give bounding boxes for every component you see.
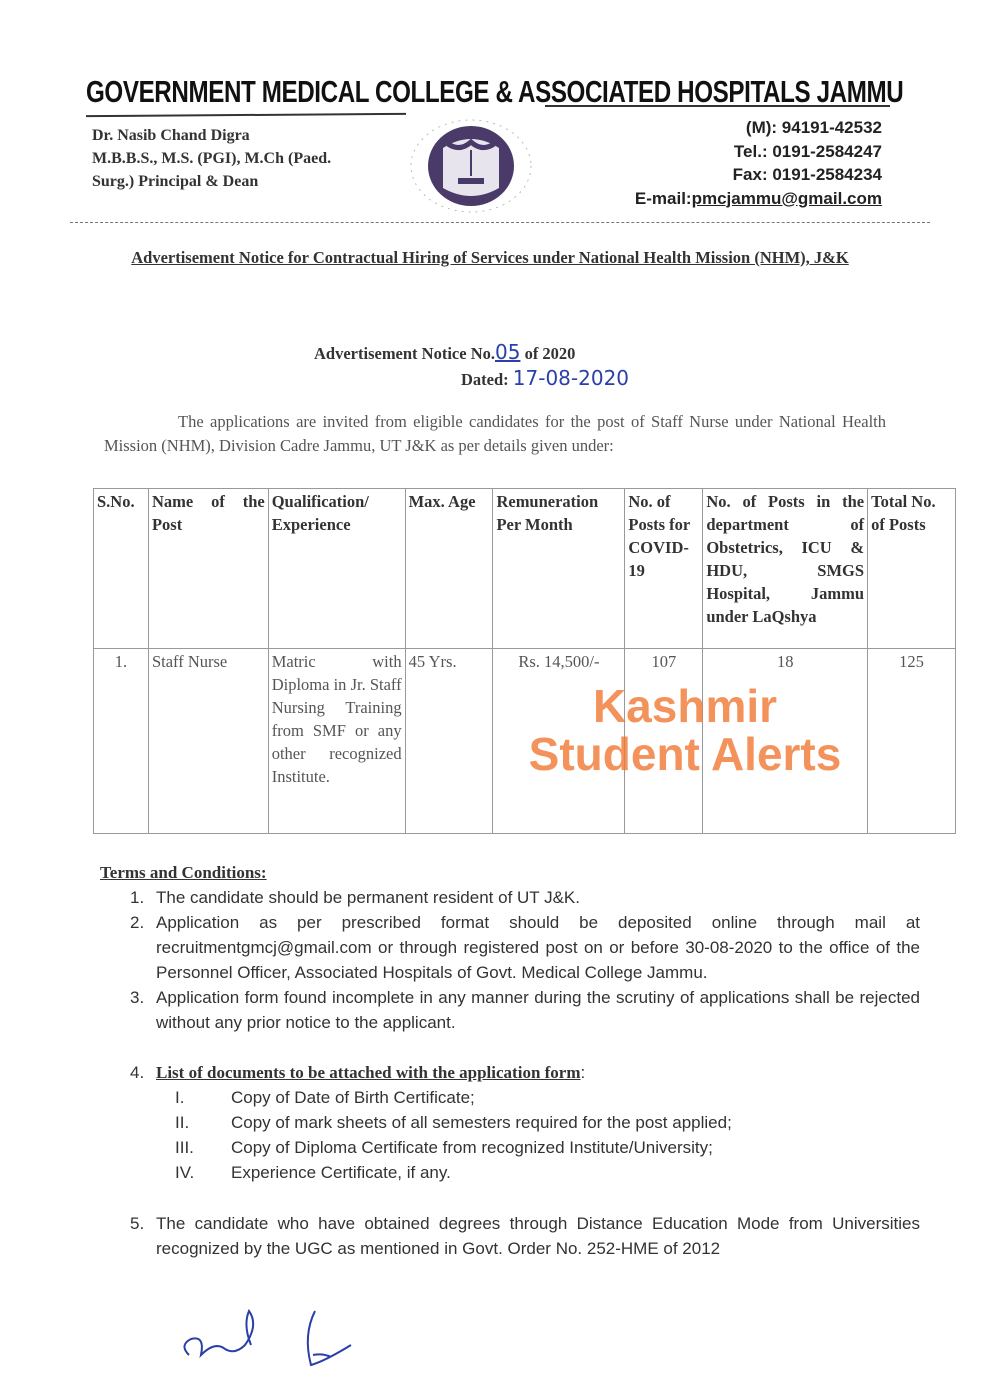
header-covid-posts: No. of Posts for COVID-19	[625, 489, 703, 649]
title-underline	[86, 113, 406, 117]
dated-label: Dated:	[461, 370, 509, 389]
notice-label: Advertisement Notice No.	[314, 344, 495, 363]
title-underline	[545, 105, 890, 107]
header-sno: S.No.	[94, 489, 149, 649]
term-item: 3. Application form found incomplete in any manner during the scrutiny of applications shall be rejected without any prior notice to the applicant.	[130, 988, 920, 1032]
term-item-documents: 4. List of documents to be attached with the application form:	[130, 1063, 586, 1082]
document-item: IV. Experience Certificate, if any.	[175, 1163, 451, 1182]
notice-number: 05	[494, 340, 521, 364]
table-header-row	[94, 489, 956, 649]
intro-paragraph: The applications are invited from eligible candidates for the post of Staff Nurse under National Health Mission (NHM), Division Cadre Jammu, UT J&K as per details given under:	[104, 412, 886, 455]
cell-qualification: Matric with Diploma in Jr. Staff Nursing Training from SMF or any other recognized Institute.	[268, 649, 405, 834]
cell-sno: 1.	[94, 649, 149, 834]
cell-laqshya-posts: 18	[703, 649, 868, 834]
notice-date: 17-08-2020	[512, 366, 630, 390]
notice-year: of 2020	[524, 344, 576, 363]
term-item: 2. Application as per prescribed format should be deposited online through mail at recruitmentgmcj@gmail.com or through registered post on or before 30-08-2020 to the office of the Personnel Officer, Associated Hospitals of Govt. Medical College Jammu.	[130, 913, 920, 982]
signature-icon	[175, 1305, 365, 1385]
header-divider	[70, 222, 930, 223]
document-item: II. Copy of mark sheets of all semesters required for the post applied;	[175, 1113, 732, 1132]
telephone-number: Tel.: 0191-2584247	[733, 141, 882, 161]
documents-list	[175, 1085, 920, 1185]
header-laqshya-posts: No. of Posts in the department of Obstetrics, ICU & HDU, SMGS Hospital, Jammu under LaQshya	[703, 489, 868, 649]
term-item: 5. The candidate who have obtained degrees through Distance Education Mode from Universities recognized by the UGC as mentioned in Govt. Order No. 252-HME of 2012	[130, 1214, 920, 1258]
principal-name: Dr. Nasib Chand Digra	[92, 127, 250, 144]
cell-total-posts: 125	[868, 649, 956, 834]
terms-section	[100, 860, 920, 1261]
email-link[interactable]: pmcjammu@gmail.com	[691, 188, 882, 208]
notice-number-block	[314, 340, 629, 392]
term-item: 1. The candidate should be permanent resident of UT J&K.	[130, 888, 580, 907]
header-post-name: Name of the Post	[148, 489, 268, 649]
document-item: III. Copy of Diploma Certificate from recognized Institute/University;	[175, 1138, 713, 1157]
principal-qualifications: M.B.B.S., M.S. (PGI), M.Ch (Paed.	[92, 150, 332, 167]
college-seal-icon	[408, 118, 534, 214]
fax-number: Fax: 0191-2584234	[732, 165, 882, 184]
email-line	[635, 187, 882, 211]
cell-post-name: Staff Nurse	[148, 649, 268, 834]
header-qualification: Qualification/ Experience	[268, 489, 405, 649]
principal-info	[92, 124, 331, 193]
header-remuneration: Remuneration Per Month	[493, 489, 625, 649]
notice-heading: Advertisement Notice for Contractual Hiring of Services under National Health Mission (NHM), J&K	[131, 248, 849, 267]
email-label: E-mail:	[634, 188, 692, 208]
cell-max-age: 45 Yrs.	[405, 649, 493, 834]
terms-title: Terms and Conditions:	[100, 863, 267, 882]
institution-title: GOVERNMENT MEDICAL COLLEGE & ASSOCIATED HOSPITALS JAMMU	[86, 74, 904, 109]
header-total-posts: Total No. of Posts	[868, 489, 956, 649]
watermark: Kashmir Student Alerts	[528, 680, 842, 780]
document-item: I. Copy of Date of Birth Certificate;	[175, 1088, 475, 1107]
cell-covid-posts: 107	[625, 649, 703, 834]
posts-table	[93, 488, 956, 834]
principal-designation: Surg.) Principal & Dean	[92, 173, 259, 190]
cell-remuneration: Rs. 14,500/-	[493, 649, 625, 834]
mobile-number: (M): 94191-42532	[745, 118, 882, 137]
header-max-age: Max. Age	[405, 489, 493, 649]
contact-info	[635, 116, 882, 210]
